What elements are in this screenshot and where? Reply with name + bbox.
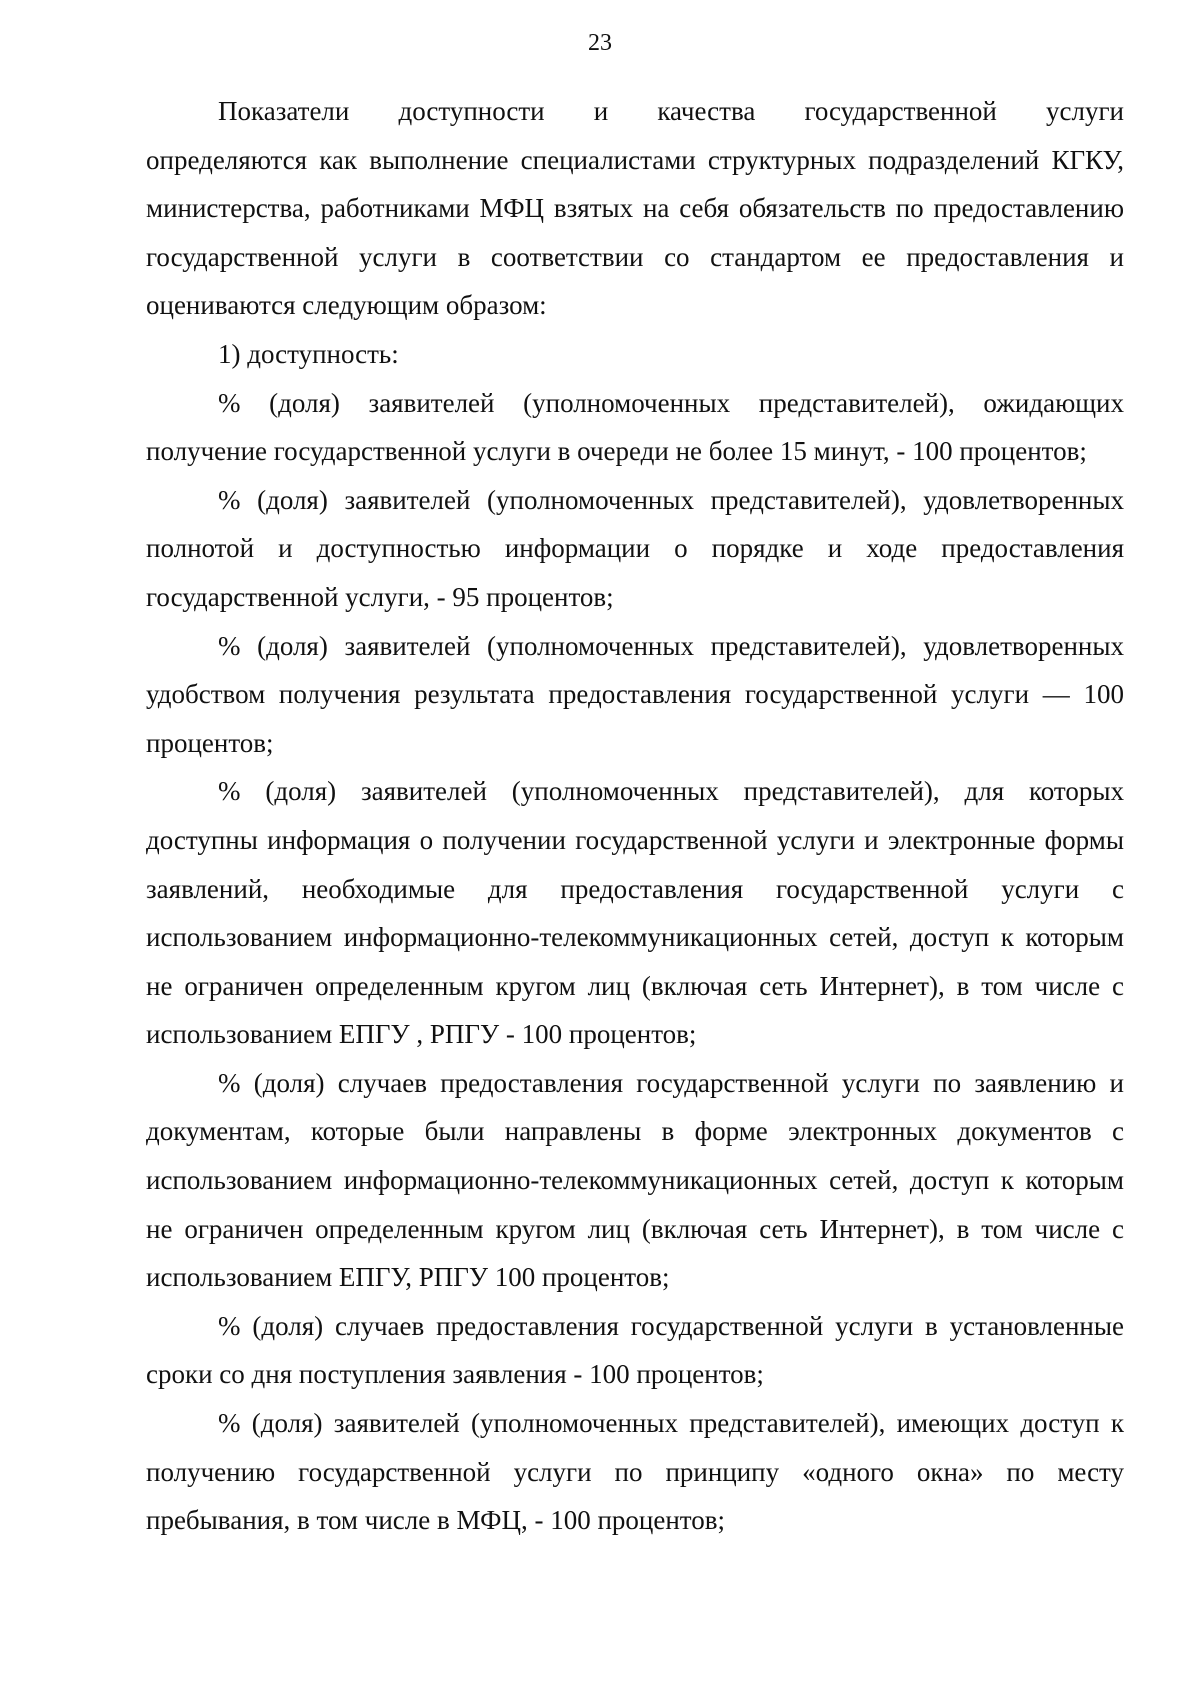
paragraph-result-convenience: % (доля) заявителей (уполномоченных представителей), удовлетворенных удобством получения результата предоставления государственной услуги — 100 процентов; bbox=[146, 630, 1124, 758]
document-body bbox=[146, 87, 1124, 1545]
paragraph-information-satisfaction: % (доля) заявителей (уполномоченных представителей), удовлетворенных полнотой и доступностью информации о порядке и ходе предоставления государственной услуги, - 95 процентов; bbox=[146, 484, 1124, 612]
paragraph-continuation: определяются как выполнение специалистами структурных подразделений КГКУ, министерства, работниками МФЦ взятых на себя обязательств по предоставлению государственной услуги в соответствии со стандартом ее предоставления и оцениваются следующим образом: bbox=[146, 144, 1124, 321]
paragraph-electronic-applications: % (доля) случаев предоставления государственной услуги по заявлению и документам, которые были направлены в форме электронных документов с использованием информационно-телекоммуникационных сетей, доступ к которым не ограничен определенным кругом лиц (включая сеть Интернет), в том числе с использованием ЕПГУ, РПГУ 100 процентов; bbox=[146, 1067, 1124, 1293]
paragraph-queue-wait: % (доля) заявителей (уполномоченных представителей), ожидающих получение государственной услуги в очереди не более 15 минут, - 100 процентов; bbox=[146, 387, 1124, 467]
paragraph-deadline-compliance: % (доля) случаев предоставления государственной услуги в установленные сроки со дня поступления заявления - 100 процентов; bbox=[146, 1310, 1124, 1390]
paragraph-electronic-forms-access: % (доля) заявителей (уполномоченных представителей), для которых доступны информация о получении государственной услуги и электронные формы заявлений, необходимые для предоставления государственной услуги с использованием информационно-телекоммуникационных сетей, доступ к которым не ограничен определенным кругом лиц (включая сеть Интернет), в том числе с использованием ЕПГУ , РПГУ - 100 процентов; bbox=[146, 776, 1124, 1050]
paragraph-first-line: Показатели доступности и качества государственной услуги bbox=[218, 96, 1124, 126]
paragraph-quality-indicators-intro bbox=[146, 87, 1124, 330]
paragraph-one-window-access: % (доля) заявителей (уполномоченных представителей), имеющих доступ к получению государственной услуги по принципу «одного окна» по месту пребывания, в том числе в МФЦ, - 100 процентов; bbox=[146, 1408, 1124, 1536]
page-number: 23 bbox=[588, 30, 612, 56]
paragraph-accessibility-heading: 1) доступность: bbox=[218, 338, 399, 369]
